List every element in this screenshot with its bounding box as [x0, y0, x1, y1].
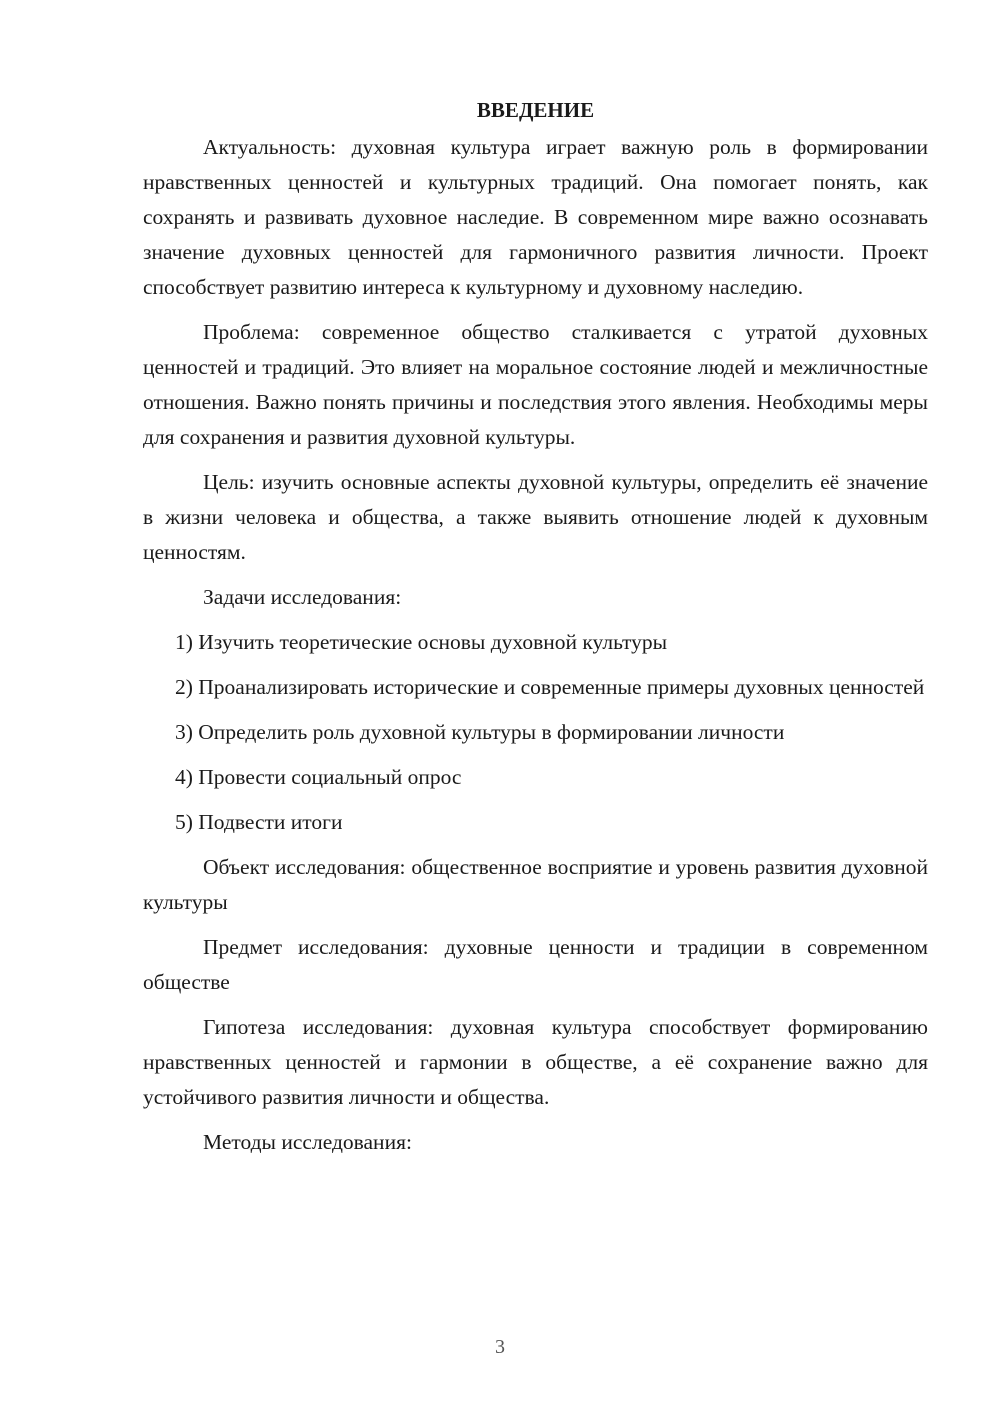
task-item: 3) Определить роль духовной культуры в формировании личности — [175, 720, 785, 744]
problem-paragraph: Проблема: современное общество сталкивается с утратой духовных ценностей и традиций. Это влияет на моральное состояние людей и межличностные отношения. Важно понять причины и последствия этого явления. Необходимы меры для сохранения и развития духовной культуры. — [143, 320, 928, 449]
page-title: ВВЕДЕНИЕ — [476, 98, 595, 122]
hypothesis-paragraph: Гипотеза исследования: духовная культура способствует формированию нравственных ценностей и гармонии в обществе, а её сохранение важно для устойчивого развития личности и общества. — [143, 1015, 928, 1109]
object-paragraph: Объект исследования: общественное восприятие и уровень развития духовной культуры — [143, 855, 928, 914]
task-item: 2) Проанализировать исторические и современные примеры духовных ценностей — [175, 675, 925, 699]
subject-paragraph: Предмет исследования: духовные ценности и традиции в современном обществе — [143, 935, 928, 994]
page-number: 3 — [495, 1336, 505, 1358]
document-page — [143, 93, 928, 1170]
methods-heading: Методы исследования: — [203, 1130, 412, 1154]
tasks-list — [143, 625, 928, 840]
goal-paragraph: Цель: изучить основные аспекты духовной культуры, определить её значение в жизни человека и общества, а также выявить отношение людей к духовным ценностям. — [143, 470, 928, 564]
tasks-heading: Задачи исследования: — [203, 585, 402, 609]
relevance-paragraph: Актуальность: духовная культура играет важную роль в формировании нравственных ценностей и культурных традиций. Она помогает понять, как сохранять и развивать духовное наследие. В современном мире важно осознавать значение духовных ценностей для гармоничного развития личности. Проект способствует развитию интереса к культурному и духовному наследию. — [143, 135, 928, 299]
task-item: 1) Изучить теоретические основы духовной культуры — [175, 630, 668, 654]
task-item: 4) Провести социальный опрос — [175, 765, 462, 789]
task-item: 5) Подвести итоги — [175, 810, 343, 834]
